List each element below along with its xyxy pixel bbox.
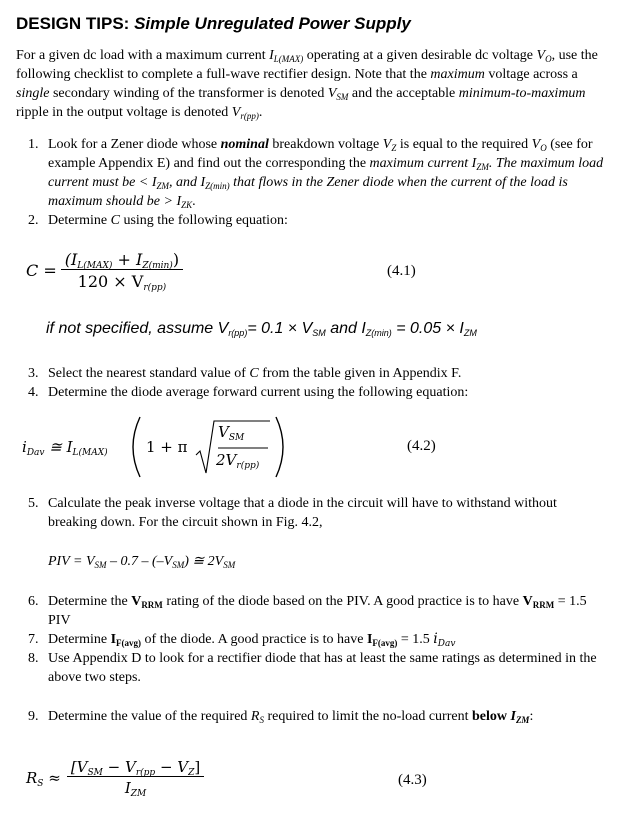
eq2-sqrt-denominator: $2V_{r(pp)}$ — [216, 451, 260, 471]
page-title — [16, 14, 411, 34]
equation-label-4-2: (4.2) — [407, 438, 436, 454]
piv-equation: PIV = $V_{SM} - 0.7 - (-V_{SM})$ ≅ $2V_{SM}$ — [48, 554, 236, 570]
intro-emphasis: maximum — [430, 67, 485, 82]
step-number: 3. — [28, 366, 39, 381]
intro-symbol: $I_{L(MAX)}$ — [269, 48, 304, 64]
equation-label-4-1: (4.1) — [387, 263, 416, 279]
equation-4-3 — [26, 758, 204, 797]
intro-paragraph: For a given dc load with a maximum current $I_{L(MAX)}$ operating at a given desirable dc voltage $V_O$, use the following checklist to complete a full-wave rectifier design. Note that the maximum voltage across a single secondary winding of the transformer is denoted $V_{SM}$ and the acceptable minimum-to-maximum ripple in the output voltage is denoted $V_{r(pp)}$. — [16, 48, 598, 121]
step-number: 2. — [28, 213, 39, 228]
intro-text: , use the following checklist to complete a full-wave rectifier design. Note that the — [16, 48, 598, 82]
intro-symbol: $V_O$ — [536, 48, 552, 64]
eq2-one-plus-pi: 1 + π — [146, 438, 188, 456]
intro-text: operating at a given desirable dc voltage — [303, 48, 537, 63]
intro-symbol: $V_{SM}$ — [327, 86, 349, 102]
equation-label-4-3: (4.3) — [398, 772, 427, 788]
intro-text: and the acceptable — [348, 86, 459, 101]
intro-text: For a given dc load with a maximum current — [16, 48, 270, 63]
checklist-part-5 — [28, 707, 608, 726]
intro-emphasis: minimum-to-maximum — [458, 86, 586, 101]
step-9: 9. Determine the value of the required $R_S$ required to limit the no-load current below $I_{ZM}$: — [28, 709, 534, 725]
step-2: 2. Determine C using the following equation: — [28, 213, 288, 228]
checklist-part-4 — [28, 592, 608, 687]
step-6: 6. Determine the $V_{RRM}$ rating of the diode based on the PIV. A good practice is to have $V_{RRM} = 1.5$ PIV — [28, 594, 587, 628]
step-number: 5. — [28, 496, 39, 511]
eq1-numerator: $(I_{L(MAX)} + I_{Z(min)})$ — [64, 250, 180, 271]
step-7: 7. Determine $I_{F(avg)}$ of the diode. A good practice is to have $I_{F(avg)} = 1.5$ $i_{Dav}$ — [28, 631, 456, 649]
step-8: 8. Use Appendix D to look for a rectifier diode that has at least the same ratings as determined in the above two steps. — [28, 651, 597, 685]
eq1-fraction — [61, 250, 183, 291]
step-number: 4. — [28, 385, 39, 400]
step-5: 5. Calculate the peak inverse voltage that a diode in the circuit will have to withstand without breaking down. For the circuit shown in Fig. 4.2, — [28, 496, 557, 530]
step-1: 1. Look for a Zener diode whose nominal breakdown voltage $V_Z$ is equal to the required $V_O$ (see for example Appendix E) and find out the corresponding the maximum current $I_{ZM}$. The maximum load current must be < $I_{ZM}$, and $I_{Z(min)}$ that flows in the Zener diode when the current of the load is maximum should be > $I_{ZK}$. — [28, 137, 604, 210]
eq1-lhs: C = — [26, 261, 57, 280]
eq2-lhs: $i_{Dav}$ ≅ $I_{L(MAX)}$ — [22, 438, 108, 458]
eq1-denominator: $120 \times V_{r(pp)}$ — [61, 269, 183, 291]
checklist-part-3 — [28, 494, 608, 532]
intro-text: voltage across a — [484, 67, 578, 82]
eq3-lhs: $R_S$ ≈ — [26, 768, 61, 789]
checklist-part-2 — [28, 364, 608, 402]
eq2-sqrt-numerator: $V_{SM}$ — [218, 423, 245, 443]
intro-emphasis: single — [16, 86, 50, 101]
step-number: 9. — [28, 709, 39, 724]
step-number: 8. — [28, 651, 39, 666]
assumption-note: if not specified, assume $V_{r(pp)}= 0.1 \times V_{SM}$ and $I_{Z(min)} = 0.05 \times I_{ZM}$ — [46, 320, 477, 338]
eq3-numerator: $[V_{SM} - V_{r(pp} - V_Z]$ — [70, 758, 201, 778]
title-main: DESIGN TIPS: — [16, 14, 135, 33]
eq3-denominator: $I_{ZM}$ — [67, 776, 204, 797]
intro-text: ripple in the output voltage is denoted — [16, 105, 232, 120]
step-number: 1. — [28, 137, 39, 152]
intro-text: secondary winding of the transformer is denoted — [49, 86, 328, 101]
checklist-part-1 — [28, 135, 608, 230]
equation-4-1 — [26, 250, 183, 291]
step-4: 4. Determine the diode average forward current using the following equation: — [28, 385, 469, 400]
step-number: 7. — [28, 632, 39, 647]
eq3-fraction — [67, 758, 204, 797]
intro-symbol: $V_{r(pp)}$ — [231, 105, 259, 121]
step-3: 3. Select the nearest standard value of C from the table given in Appendix F. — [28, 366, 462, 381]
title-subtitle: Simple Unregulated Power Supply — [134, 14, 411, 33]
step-number: 6. — [28, 594, 39, 609]
